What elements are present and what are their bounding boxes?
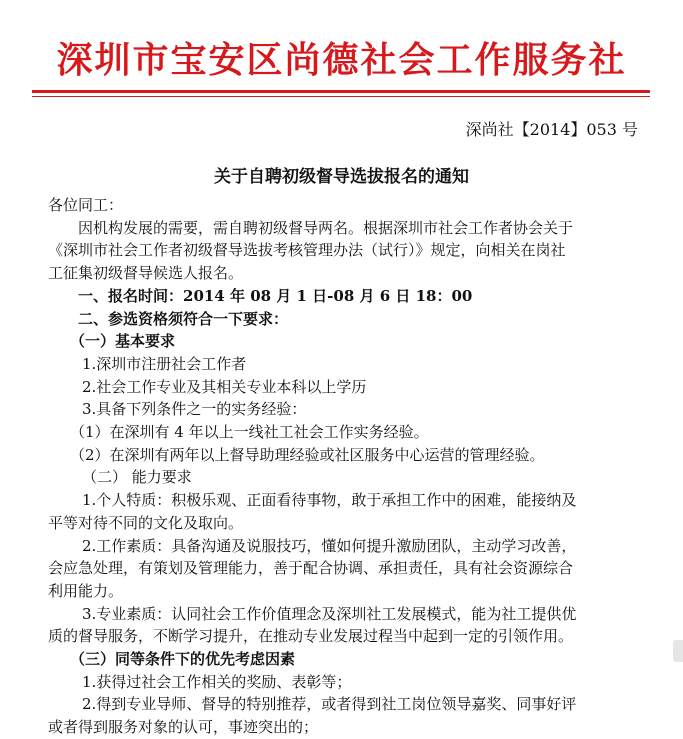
- organization-title: 深圳市宝安区尚德社会工作服务社: [56, 39, 627, 81]
- notice-title: 关于自聘初级督导选拔报名的通知: [214, 167, 469, 187]
- basic-requirement-item: 1.深圳市注册社会工作者: [82, 354, 247, 373]
- intro-line: 工征集初级督导候选人报名。: [48, 264, 244, 283]
- header-divider-thin: [32, 96, 650, 97]
- header-divider-thick: [32, 90, 650, 93]
- experience-option: （1）在深圳有 4 年以上一线社工社会工作实务经验。: [70, 423, 429, 442]
- subsection-basic-requirements: （一）基本要求: [70, 332, 176, 351]
- ability-item: 2.工作素质：具备沟通及说服技巧，懂如何提升激励团队，主动学习改善，: [82, 536, 577, 555]
- ability-item-continued: 利用能力。: [48, 581, 124, 600]
- intro-line: 因机构发展的需要，需自聘初级督导两名。根据深圳市社会工作者协会关于: [78, 218, 574, 237]
- subsection-priority-factors: （三）同等条件下的优先考虑因素: [70, 650, 296, 669]
- ability-item-continued: 会应急处理，有策划及管理能力，善于配合协调、承担责任，具有社会资源综合: [48, 559, 574, 578]
- ability-item-continued: 平等对待不同的文化及取向。: [48, 513, 244, 532]
- ability-item: 3.专业素质：认同社会工作价值理念及深圳社工发展模式，能为社工提供优: [82, 604, 577, 623]
- basic-requirement-item: 3.具备下列条件之一的实务经验：: [82, 400, 307, 419]
- scroll-handle[interactable]: [673, 640, 683, 662]
- experience-option: （2）在深圳有两年以上督导助理经验或社区服务中心运营的管理经验。: [70, 445, 545, 464]
- salutation: 各位同工：: [48, 196, 124, 214]
- ability-item-continued: 质的督导服务，不断学习提升，在推动专业发展过程当中起到一定的引领作用。: [48, 627, 574, 646]
- subsection-ability-requirements: （二） 能力要求: [82, 468, 192, 487]
- ability-item: 1.个人特质：积极乐观、正面看待事物，敢于承担工作中的困难，能接纳及: [82, 491, 577, 510]
- priority-item-continued: 或者得到服务对象的认可，事迹突出的；: [48, 718, 319, 737]
- section-eligibility: 二、参选资格须符合一下要求：: [78, 309, 289, 328]
- priority-item: 1.获得过社会工作相关的奖励、表彰等；: [82, 672, 352, 691]
- basic-requirement-item: 2.社会工作专业及其相关专业本科以上学历: [82, 377, 367, 396]
- priority-item: 2.得到专业导师、督导的特别推荐，或者得到社工岗位领导嘉奖、同事好评: [82, 695, 577, 714]
- document-number: 深尚社【2014】053 号: [465, 120, 638, 139]
- intro-line: 《深圳市社会工作者初级督导选拔考核管理办法（试行）》规定，向相关在岗社: [48, 241, 566, 260]
- notice-body: [48, 194, 648, 739]
- section-registration-time: 一、报名时间：2014 年 08 月 1 日-08 月 6 日 18：00: [78, 286, 473, 305]
